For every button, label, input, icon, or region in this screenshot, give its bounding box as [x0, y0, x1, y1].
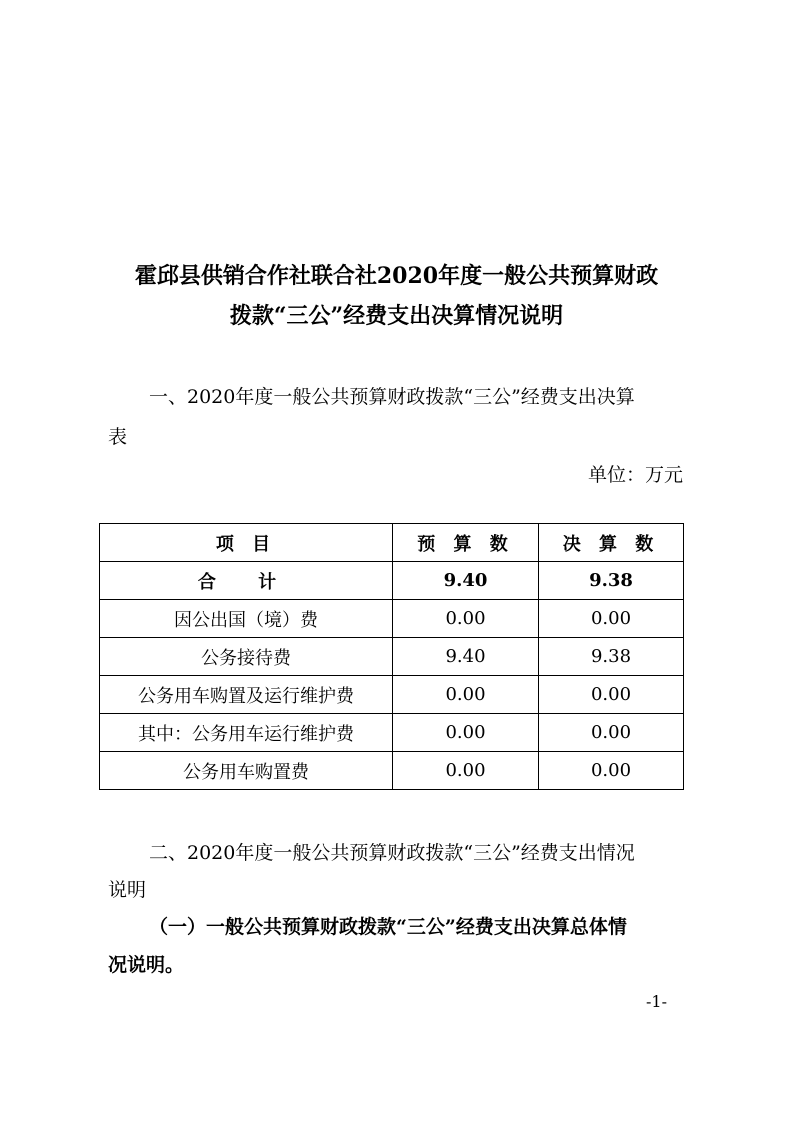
section-1-heading-line-2: 表: [108, 426, 128, 448]
unit-label: 单位：万元: [588, 464, 684, 486]
row-item: 公务接待费: [100, 638, 393, 676]
row-actual: 0.00: [539, 752, 684, 790]
table-row: [100, 600, 684, 638]
three-public-expenses-table: [99, 523, 684, 790]
row-item: 因公出国（境）费: [100, 600, 393, 638]
row-budget: 0.00: [393, 752, 539, 790]
row-actual: 9.38: [539, 638, 684, 676]
table-row: [100, 752, 684, 790]
subsection-1-heading-line-2: 况说明。: [108, 954, 185, 976]
row-budget: 0.00: [393, 600, 539, 638]
row-budget: 0.00: [393, 714, 539, 752]
header-actual: 决 算 数: [539, 524, 684, 562]
row-actual: 0.00: [539, 714, 684, 752]
header-budget: 预 算 数: [393, 524, 539, 562]
table-row: [100, 676, 684, 714]
table-header-row: [100, 524, 684, 562]
row-item: 公务用车购置及运行维护费: [100, 676, 393, 714]
table-row-total: [100, 562, 684, 600]
table-row: [100, 638, 684, 676]
subsection-1-heading-line-1: （一）一般公共预算财政拨款“三公”经费支出决算总体情: [149, 916, 627, 938]
page-number: -1-: [646, 992, 667, 1011]
document-title-line-2: 拨款“三公”经费支出决算情况说明: [229, 303, 564, 329]
header-item: 项 目: [100, 524, 393, 562]
row-item: 公务用车购置费: [100, 752, 393, 790]
row-item: 合 计: [100, 562, 393, 600]
row-item: 其中：公务用车运行维护费: [100, 714, 393, 752]
row-actual: 0.00: [539, 676, 684, 714]
section-2-heading-line-1: 二、2020年度一般公共预算财政拨款“三公”经费支出情况: [149, 842, 635, 864]
section-2-heading-line-2: 说明: [108, 879, 147, 901]
row-actual: 0.00: [539, 600, 684, 638]
row-budget: 9.40: [393, 638, 539, 676]
row-budget: 0.00: [393, 676, 539, 714]
row-actual: 9.38: [539, 562, 684, 600]
section-1-heading-line-1: 一、2020年度一般公共预算财政拨款“三公”经费支出决算: [149, 386, 635, 408]
row-budget: 9.40: [393, 562, 539, 600]
table-row: [100, 714, 684, 752]
document-title-line-1: 霍邱县供销合作社联合社2020年度一般公共预算财政: [134, 263, 659, 289]
